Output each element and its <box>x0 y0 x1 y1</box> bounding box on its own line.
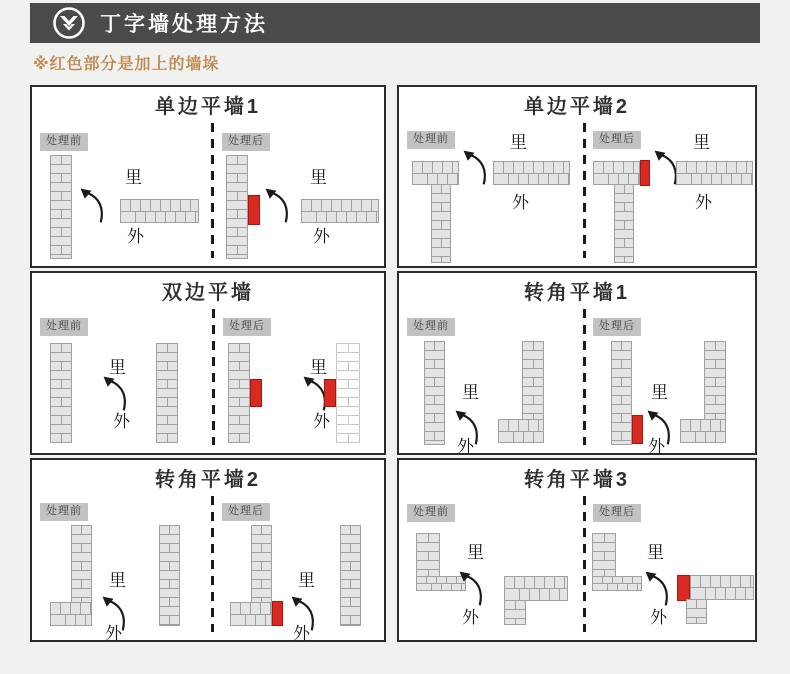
dashed-divider <box>212 309 215 445</box>
outside-label: 外 <box>462 608 479 627</box>
curved-arrow-icon <box>652 149 679 186</box>
before-tag: 处理前 <box>40 318 88 336</box>
after-tag: 处理后 <box>593 318 641 336</box>
after-tag: 处理后 <box>593 131 641 149</box>
inside-label: 里 <box>310 358 327 377</box>
outside-label: 外 <box>457 437 474 456</box>
wall-corner-foot <box>680 419 726 443</box>
page-title: 丁字墙处理方法 <box>100 13 268 36</box>
inside-label: 里 <box>462 383 479 402</box>
wall-vertical <box>340 525 361 626</box>
dashed-divider <box>211 123 214 258</box>
after-tag: 处理后 <box>223 318 271 336</box>
before-tag: 处理前 <box>407 318 455 336</box>
wall-vertical <box>522 341 544 420</box>
wall-horizontal <box>593 161 640 185</box>
inside-label: 里 <box>298 571 315 590</box>
panel-title: 双边平墙 <box>162 282 254 304</box>
dashed-divider <box>211 496 214 632</box>
before-tag: 处理前 <box>407 131 455 149</box>
panel-corner-flat-wall-1 <box>397 271 757 455</box>
wall-vertical <box>614 184 634 263</box>
panel-title: 单边平墙2 <box>523 96 631 118</box>
wall-corner-foot <box>592 576 642 591</box>
outside-label: 外 <box>293 624 310 643</box>
panel-title: 转角平墙2 <box>154 469 262 491</box>
before-tag: 处理前 <box>40 133 88 151</box>
curved-arrow-icon <box>78 187 105 224</box>
added-pier-red-block <box>250 379 262 407</box>
wall-stem <box>686 599 707 624</box>
wall-stem <box>504 600 526 625</box>
panel-corner-flat-wall-2 <box>30 458 386 642</box>
wall-vertical <box>611 341 632 445</box>
wall-horizontal <box>301 199 379 223</box>
outside-label: 外 <box>650 608 667 627</box>
dashed-divider <box>583 123 586 258</box>
chevron-down-circle-icon <box>52 6 86 40</box>
curved-arrow-icon <box>457 570 484 607</box>
dashed-divider <box>583 309 586 445</box>
inside-label: 里 <box>693 133 710 152</box>
curved-arrow-icon <box>461 149 488 186</box>
outside-label: 外 <box>105 624 122 643</box>
wall-vertical <box>226 155 248 259</box>
wall-vertical <box>704 341 726 420</box>
curved-arrow-icon <box>643 570 670 607</box>
panel-title: 转角平墙3 <box>523 469 631 491</box>
outside-label: 外 <box>695 193 712 212</box>
wall-vertical <box>424 341 445 445</box>
outside-label: 外 <box>313 412 330 431</box>
wall-vertical <box>71 525 92 604</box>
added-pier-red-block <box>677 575 690 601</box>
panel-double-flat-wall <box>30 271 386 455</box>
before-tag: 处理前 <box>407 504 455 522</box>
inside-label: 里 <box>651 383 668 402</box>
red-part-note: ※红色部分是加上的墙垛 <box>33 56 220 73</box>
wall-vertical <box>50 155 72 259</box>
added-pier-red-block <box>248 195 260 225</box>
outside-label: 外 <box>113 412 130 431</box>
wall-vertical <box>251 525 272 604</box>
wall-horizontal <box>504 576 568 601</box>
outside-label: 外 <box>127 227 144 246</box>
inside-label: 里 <box>467 543 484 562</box>
added-pier-red-block <box>272 601 283 626</box>
after-tag: 处理后 <box>593 504 641 522</box>
inside-label: 里 <box>647 543 664 562</box>
curved-arrow-icon <box>101 375 128 412</box>
wall-horizontal <box>412 161 459 185</box>
wall-vertical <box>228 343 250 443</box>
inside-label: 里 <box>125 168 142 187</box>
wall-vertical <box>159 525 180 626</box>
outside-label: 外 <box>648 437 665 456</box>
wall-vertical <box>431 184 451 263</box>
inside-label: 里 <box>109 358 126 377</box>
dashed-divider <box>583 496 586 632</box>
wall-corner-foot <box>50 602 92 626</box>
added-pier-red-block <box>632 415 643 444</box>
wall-vertical <box>50 343 72 443</box>
curved-arrow-icon <box>263 187 290 224</box>
wall-vertical-light <box>336 343 360 443</box>
section-header-bar <box>30 3 760 43</box>
wall-horizontal <box>120 199 199 223</box>
panel-corner-flat-wall-3 <box>397 458 757 642</box>
wall-corner-foot <box>230 602 272 626</box>
outside-label: 外 <box>512 193 529 212</box>
wall-corner-foot <box>498 419 544 443</box>
inside-label: 里 <box>109 571 126 590</box>
wall-horizontal <box>676 161 753 185</box>
panel-single-flat-wall-2 <box>397 85 757 268</box>
wall-horizontal <box>493 161 570 185</box>
inside-label: 里 <box>310 168 327 187</box>
after-tag: 处理后 <box>222 133 270 151</box>
outside-label: 外 <box>313 227 330 246</box>
wall-vertical <box>156 343 178 443</box>
panel-title: 转角平墙1 <box>523 282 631 304</box>
added-pier-red-block <box>640 160 650 186</box>
added-pier-red-block <box>324 379 336 407</box>
inside-label: 里 <box>510 133 527 152</box>
after-tag: 处理后 <box>222 503 270 521</box>
wall-horizontal <box>690 575 754 600</box>
panel-single-flat-wall-1 <box>30 85 386 268</box>
before-tag: 处理前 <box>40 503 88 521</box>
panel-title: 单边平墙1 <box>154 96 262 118</box>
